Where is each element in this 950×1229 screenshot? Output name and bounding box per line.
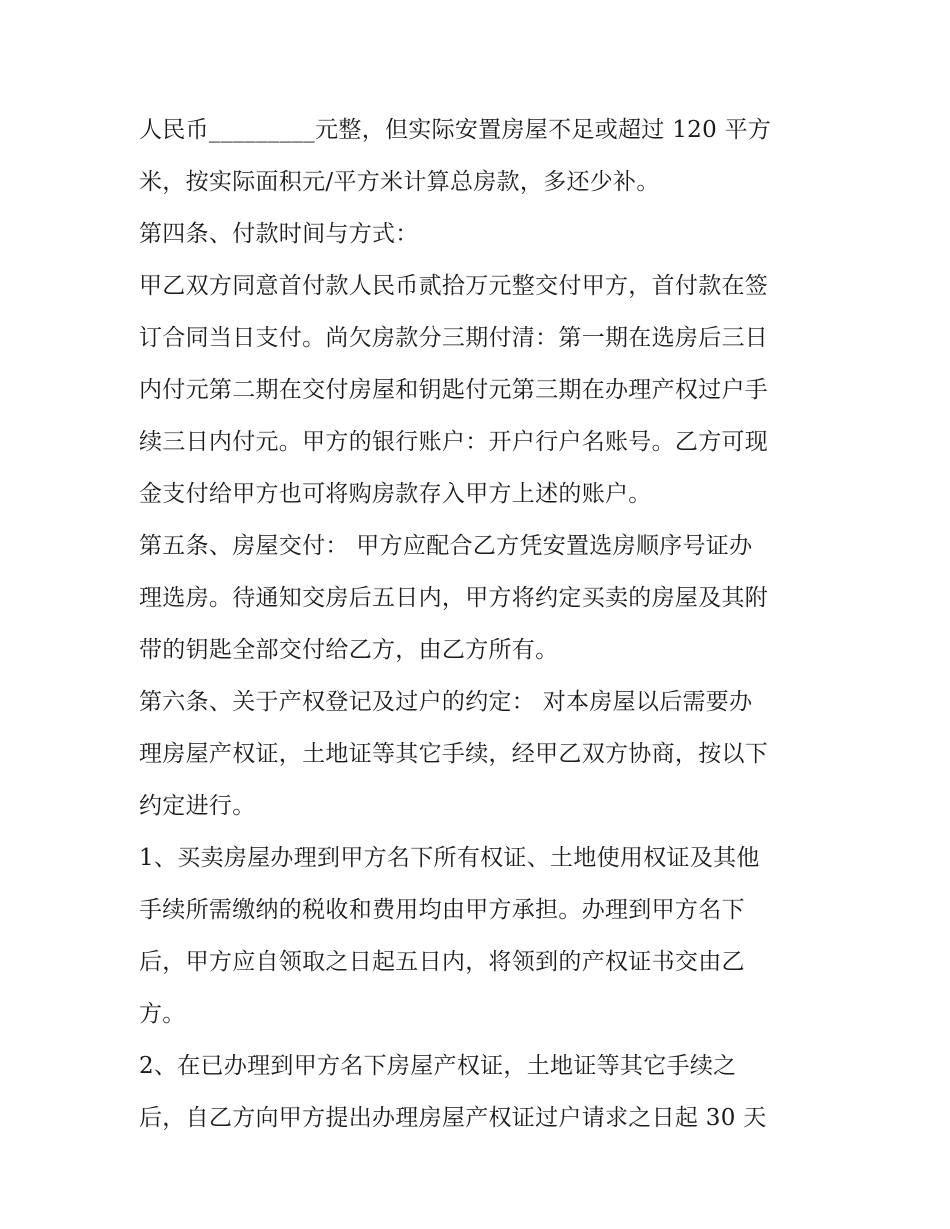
text-line: 2、在已办理到甲方名下房屋产权证，土地证等其它手续之	[139, 1053, 737, 1079]
text-line: 方。	[139, 1001, 186, 1027]
text-line: 1、买卖房屋办理到甲方名下所有权证、土地使用权证及其他	[139, 845, 760, 871]
text-line: 约定进行。	[139, 793, 256, 819]
document-body	[139, 104, 819, 1144]
text-line: 第五条、房屋交付： 甲方应配合乙方凭安置选房顺序号证办	[139, 533, 753, 559]
text-line: 内付元第二期在交付房屋和钥匙付元第三期在办理产权过户手	[139, 377, 769, 403]
text-line: 第六条、关于产权登记及过户的约定： 对本房屋以后需要办	[139, 689, 753, 715]
section-heading: 第四条、付款时间与方式：	[139, 221, 419, 247]
text-line: 手续所需缴纳的税收和费用均由甲方承担。办理到甲方名下	[139, 897, 745, 923]
text-line: 米，按实际面积元/平方米计算总房款，多还少补。	[139, 169, 660, 195]
text-line: 人民币_________元整，但实际安置房屋不足或超过 120 平方	[139, 117, 772, 143]
text-line: 订合同当日支付。尚欠房款分三期付清：第一期在选房后三日	[139, 325, 769, 351]
text-line: 金支付给甲方也可将购房款存入甲方上述的账户。	[139, 481, 652, 507]
text-line: 带的钥匙全部交付给乙方，由乙方所有。	[139, 637, 559, 663]
text-line: 甲乙双方同意首付款人民币贰拾万元整交付甲方，首付款在签	[139, 273, 769, 299]
text-line: 后，甲方应自领取之日起五日内，将领到的产权证书交由乙	[139, 949, 745, 975]
text-line: 续三日内付元。甲方的银行账户：开户行户名账号。乙方可现	[139, 429, 769, 455]
text-line: 后，自乙方向甲方提出办理房屋产权证过户请求之日起 30 天	[139, 1105, 767, 1131]
text-line: 理选房。待通知交房后五日内，甲方将约定买卖的房屋及其附	[139, 585, 769, 611]
text-line: 理房屋产权证，土地证等其它手续，经甲乙双方协商，按以下	[139, 741, 769, 767]
